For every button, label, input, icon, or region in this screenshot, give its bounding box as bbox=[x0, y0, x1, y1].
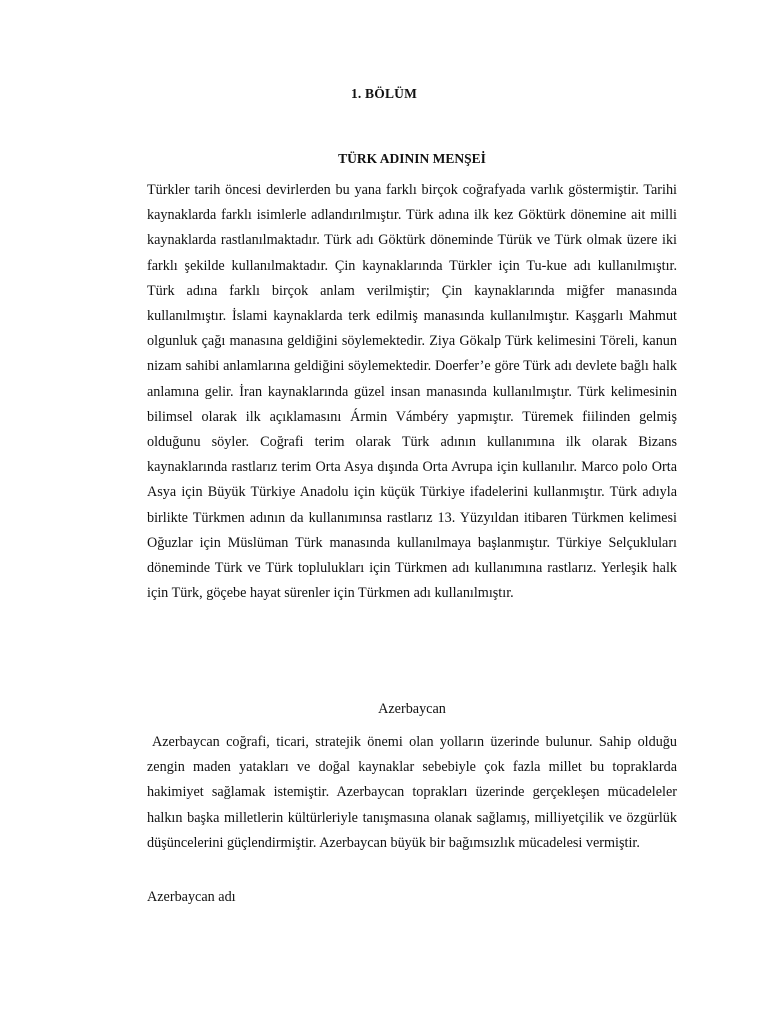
section-title: TÜRK ADININ MENŞEİ bbox=[338, 151, 486, 166]
subheading-azerbaycan: Azerbaycan bbox=[378, 701, 446, 717]
subheading-azerbaycan-adi: Azerbaycan adı bbox=[147, 889, 236, 905]
body-paragraph-azerbaycan: Azerbaycan coğrafi, ticari, stratejik önemi olan yolların üzerinde bulunur. Sahip olduğu zengin maden yatakları ve doğal kaynaklar sebebiyle çok fazla millet bu topraklarda hakimiyet sağlamak istemiştir. Azerbaycan toprakları üzerinde gerçekleşen mücadeleler halkın başka milletlerin kültürleriyle tanışmasına olanak sağlamış, milliyetçilik ve özgürlük düşüncelerini güçlendirmiştir. Azerbaycan büyük bir bağımsızlık mücadelesi vermiştir. bbox=[147, 734, 677, 851]
body-paragraph-turk-adi: Türkler tarih öncesi devirlerden bu yana farklı birçok coğrafyada varlık göstermiştir. Tarihi kaynaklarda farklı isimlerle adlandırılmıştır. Türk adına ilk kez Göktürk dönemine ait milli kaynaklarda rastlanılmaktadır. Türk adı Göktürk döneminde Türük ve Türk olmak üzere iki farklı şekilde kullanılmaktadır. Çin kaynaklarında Türkler için Tu-kue adı kullanılmıştır. Türk adına farklı birçok anlam verilmiştir; Çin kaynaklarında miğfer manasında kullanılmıştır. İslami kaynaklarda terk edilmiş manasında kullanılmıştır. Kaşgarlı Mahmut olgunluk çağı manasına geldiğini söylemektedir. Ziya Gökalp Türk kelimesini Töreli, kanun nizam sahibi anlamlarına geldiğini söylemektedir. Doerfer’e göre Türk adı devlete bağlı halk anlamına gelir. İran kaynaklarında güzel insan manasında kullanılmıştır. Türk kelimesinin bilimsel olarak ilk açıklamasını Ármin Vámbéry yapmıştır. Türemek fiilinden gelmiş olduğunu söyler. Coğrafi terim olarak Türk adının kullanımına ilk olarak Bizans kaynaklarında rastlarız terim Orta Asya dışında Orta Avrupa için kullanılır. Marco polo Orta Asya için Büyük Türkiye Anadolu için küçük Türkiye ifadelerini kullanmıştır. Türk adıyla birlikte Türkmen adının da kullanımınsa rastlarız 13. Yüzyıldan itibaren Türkmen kelimesi Oğuzlar için Müslüman Türk manasında kullanılmaya başlanmıştır. Türkiye Selçukluları döneminde Türk ve Türk toplulukları için Türkmen adı kullanımına rastlarız. Yerleşik halk için Türk, göçebe hayat sürenler için Türkmen adı kullanılmıştır. bbox=[147, 182, 677, 602]
chapter-heading: 1. BÖLÜM bbox=[350, 86, 418, 101]
